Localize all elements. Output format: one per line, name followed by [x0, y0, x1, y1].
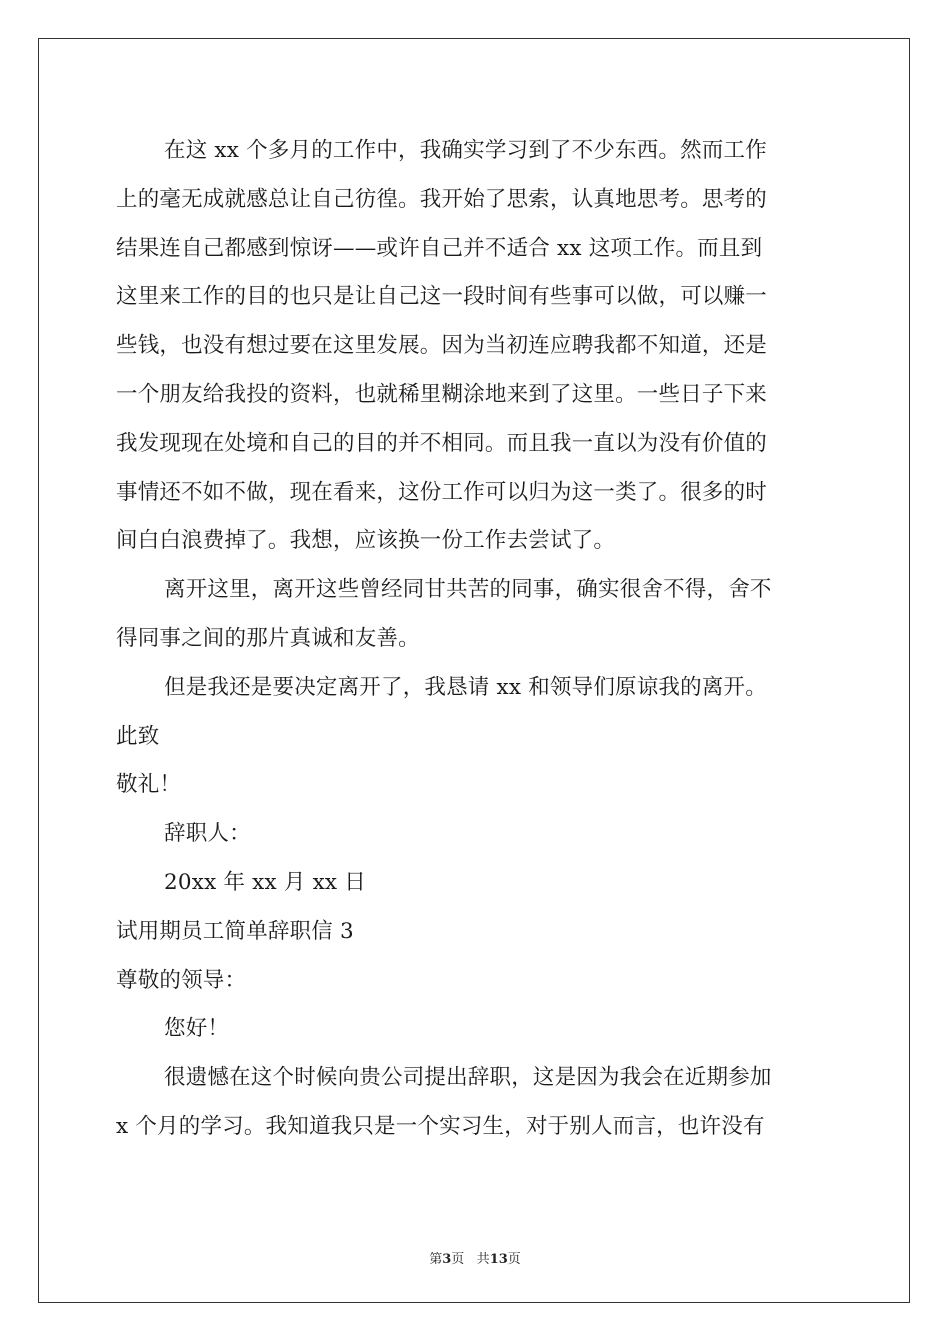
closing-salutation: 此致: [116, 723, 160, 749]
section-heading: 试用期员工简单辞职信 3: [116, 918, 354, 944]
document-body: [116, 127, 834, 1152]
paragraph-line: 但是我还是要决定离开了，我恳请 xx 和领导们原谅我的离开。: [164, 674, 767, 700]
footer-page-number: 3: [442, 1252, 452, 1267]
footer-page-prefix: 第: [429, 1252, 443, 1267]
paragraph-line: x 个月的学习。我知道我只是一个实习生，对于别人而言，也许没有: [116, 1113, 765, 1139]
closing-regards: 敬礼！: [116, 772, 182, 798]
paragraph-line: 上的毫无成就感总让自己彷徨。我开始了思索，认真地思考。思考的: [116, 186, 768, 212]
signature-label: 辞职人：: [164, 821, 251, 847]
paragraph-line: 事情还不如不做，现在看来，这份工作可以归为这一类了。很多的时: [116, 479, 768, 505]
paragraph-line: 一个朋友给我投的资料，也就稀里糊涂地来到了这里。一些日子下来: [116, 381, 768, 407]
paragraph-line: 结果连自己都感到惊讶——或许自己并不适合 xx 这项工作。而且到: [116, 235, 763, 261]
paragraph-line: 在这 xx 个多月的工作中，我确实学习到了不少东西。然而工作: [164, 138, 767, 163]
paragraph-line: 很遗憾在这个时候向贵公司提出辞职，这是因为我会在近期参加: [164, 1065, 772, 1091]
paragraph-line: 得同事之间的那片真诚和友善。: [116, 625, 420, 651]
letter-salutation: 尊敬的领导：: [116, 967, 247, 993]
greeting: 您好！: [164, 1016, 230, 1042]
paragraph-line: 这里来工作的目的也只是让自己这一段时间有些事可以做，可以赚一: [116, 284, 768, 310]
paragraph-line: 离开这里，离开这些曾经同甘共苦的同事，确实很舍不得，舍不: [164, 577, 772, 603]
page-footer: [0, 1248, 950, 1267]
paragraph-line: 间白白浪费掉了。我想，应该换一份工作去尝试了。: [116, 528, 616, 554]
paragraph-line: 我发现现在处境和自己的目的并不相同。而且我一直以为没有价值的: [116, 430, 768, 456]
signature-date: 20xx 年 xx 月 xx 日: [164, 869, 366, 895]
footer-total-prefix: 共: [476, 1252, 490, 1267]
footer-total-unit: 页: [507, 1252, 521, 1267]
paragraph-line: 些钱，也没有想过要在这里发展。因为当初连应聘我都不知道，还是: [116, 333, 768, 359]
footer-page-unit: 页: [451, 1252, 465, 1267]
footer-total-pages: 13: [489, 1252, 508, 1267]
